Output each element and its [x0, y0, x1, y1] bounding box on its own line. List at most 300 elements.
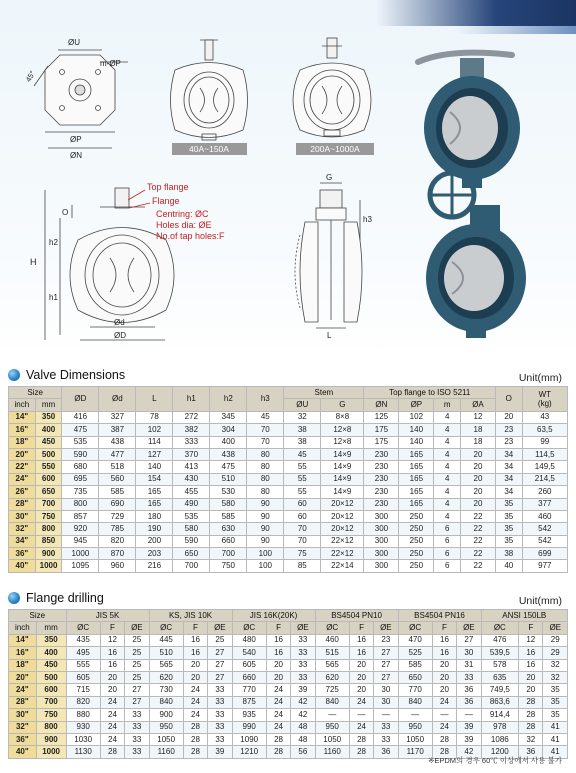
- table-cell: 24: [349, 696, 373, 708]
- table-cell: 27: [457, 634, 481, 646]
- table-cell: 165: [399, 473, 434, 485]
- table-cell: 20: [461, 486, 496, 498]
- table-cell: 1050: [398, 733, 432, 745]
- table-cell: 70: [247, 424, 284, 436]
- size-mm-cell: 900: [36, 733, 66, 745]
- table-cell: 39: [291, 684, 315, 696]
- table-cell: 230: [364, 461, 399, 473]
- table-cell: 33: [457, 671, 481, 683]
- table-cell: 40: [495, 560, 522, 572]
- table-cell: 960: [99, 560, 136, 572]
- callout-top-flange: Top flange: [147, 182, 189, 192]
- table-cell: 460: [315, 634, 349, 646]
- table-cell: 27: [125, 696, 149, 708]
- size-mm-cell: 900: [35, 548, 62, 560]
- size-mm-cell: 600: [36, 684, 66, 696]
- table-cell: 20: [183, 671, 207, 683]
- table-cell: 20: [183, 659, 207, 671]
- fd-header-row-2: [9, 622, 568, 634]
- table-cell: 214,5: [522, 473, 567, 485]
- table-cell: 24: [432, 721, 456, 733]
- table-cell: 605: [66, 671, 100, 683]
- table-cell: 28: [519, 696, 543, 708]
- table-cell: 20: [349, 659, 373, 671]
- table-cell: 99: [522, 436, 567, 448]
- table-cell: 28: [266, 746, 290, 758]
- table-cell: 250: [399, 535, 434, 547]
- table-cell: 250: [399, 523, 434, 535]
- table-cell: 140: [399, 424, 434, 436]
- table-cell: 27: [374, 659, 398, 671]
- angle-label: 45°: [23, 69, 38, 84]
- table-cell: 1200: [481, 746, 519, 758]
- table-cell: 28: [432, 746, 456, 758]
- flange-drilling-row: [9, 659, 568, 671]
- table-cell: 60: [284, 510, 321, 522]
- table-cell: 85: [284, 560, 321, 572]
- dim-h3-label: h3: [363, 215, 372, 224]
- table-cell: 4: [434, 411, 461, 423]
- table-cell: 20: [461, 448, 496, 460]
- flange-drilling-table: [8, 609, 568, 759]
- table-cell: 33: [374, 721, 398, 733]
- table-cell: 42: [291, 709, 315, 721]
- table-cell: 39: [457, 721, 481, 733]
- table-cell: 20: [432, 684, 456, 696]
- table-cell: 565: [149, 659, 183, 671]
- table-cell: 20: [349, 671, 373, 683]
- table-cell: 22: [461, 548, 496, 560]
- table-cell: 32: [543, 671, 568, 683]
- dim-h2-label: h2: [49, 238, 58, 247]
- valve-dimensions-body: [9, 411, 568, 572]
- table-cell: 24: [266, 696, 290, 708]
- table-cell: 55: [284, 473, 321, 485]
- table-cell: 230: [364, 473, 399, 485]
- valve-dimensions-title-text: Valve Dimensions: [26, 368, 126, 382]
- table-cell: 6: [434, 523, 461, 535]
- table-cell: 1170: [398, 746, 432, 758]
- table-cell: 27: [208, 671, 232, 683]
- size-mm-cell: 350: [35, 411, 62, 423]
- table-cell: 333: [173, 436, 210, 448]
- fd-h-size: Size: [9, 610, 67, 622]
- valve-dimension-row: [9, 548, 568, 560]
- table-cell: 555: [66, 659, 100, 671]
- table-cell: 28: [349, 733, 373, 745]
- table-cell: 1050: [149, 733, 183, 745]
- size-mm-cell: 500: [35, 448, 62, 460]
- size-mm-cell: 750: [35, 510, 62, 522]
- size-inch-cell: 28": [9, 696, 37, 708]
- table-cell: 24: [349, 721, 373, 733]
- fd-h-c-4: ØC: [398, 622, 432, 634]
- table-cell: 114,5: [522, 448, 567, 460]
- vd-header-row-1: [9, 387, 568, 399]
- table-cell: 300: [364, 523, 399, 535]
- table-cell: 950: [315, 721, 349, 733]
- dim-h-label: H: [30, 257, 37, 267]
- flange-drilling-title-text: Flange drilling: [26, 591, 104, 605]
- table-cell: 585: [398, 659, 432, 671]
- table-cell: 735: [62, 486, 99, 498]
- table-cell: 518: [99, 461, 136, 473]
- fd-h-e-1: ØE: [208, 622, 232, 634]
- table-cell: 977: [522, 560, 567, 572]
- table-cell: 250: [399, 548, 434, 560]
- table-cell: 863,6: [481, 696, 519, 708]
- table-cell: 20: [266, 671, 290, 683]
- table-cell: 12: [519, 634, 543, 646]
- valve-dimensions-table: [8, 386, 568, 573]
- table-cell: 16: [432, 647, 456, 659]
- size-mm-cell: 650: [35, 486, 62, 498]
- table-cell: 35: [495, 535, 522, 547]
- flange-drilling-row: [9, 733, 568, 745]
- table-cell: 560: [99, 473, 136, 485]
- table-cell: 1160: [149, 746, 183, 758]
- table-cell: 16: [519, 647, 543, 659]
- dim-u-label: ØU: [68, 38, 80, 47]
- table-cell: 100: [247, 560, 284, 572]
- size-mm-cell: 1000: [35, 560, 62, 572]
- table-cell: 300: [364, 548, 399, 560]
- table-cell: 27: [125, 684, 149, 696]
- table-cell: 475: [210, 461, 247, 473]
- table-cell: 580: [173, 523, 210, 535]
- table-cell: 190: [136, 523, 173, 535]
- table-cell: 510: [149, 647, 183, 659]
- size-mm-cell: 400: [36, 647, 66, 659]
- size-inch-cell: 36": [9, 548, 36, 560]
- table-cell: 80: [247, 448, 284, 460]
- table-cell: 35: [543, 709, 568, 721]
- valve-small-front: [171, 40, 248, 140]
- fd-h-e-0: ØE: [125, 622, 149, 634]
- table-cell: 203: [136, 548, 173, 560]
- table-cell: 70: [247, 436, 284, 448]
- table-cell: 55: [284, 461, 321, 473]
- table-cell: 870: [99, 548, 136, 560]
- table-cell: 28: [432, 733, 456, 745]
- vd-h-wt: WT (kg): [522, 387, 567, 412]
- table-cell: 535: [173, 510, 210, 522]
- table-cell: 438: [99, 436, 136, 448]
- fd-h-f-4: F: [432, 622, 456, 634]
- size-inch-cell: 16": [9, 647, 37, 659]
- fd-h-e-5: ØE: [543, 622, 568, 634]
- table-cell: 840: [149, 696, 183, 708]
- table-cell: 28: [349, 746, 373, 758]
- flange-drilling-row: [9, 721, 568, 733]
- table-cell: 35: [495, 510, 522, 522]
- table-cell: 715: [66, 684, 100, 696]
- size-inch-cell: 22": [9, 461, 36, 473]
- vd-h-N: ØN: [364, 399, 399, 411]
- table-cell: 16: [519, 659, 543, 671]
- table-cell: 650: [173, 548, 210, 560]
- table-cell: 725: [315, 684, 349, 696]
- table-cell: 38: [284, 436, 321, 448]
- size-inch-cell: 14": [9, 411, 36, 423]
- table-cell: —: [398, 709, 432, 721]
- table-cell: 20: [519, 684, 543, 696]
- valve-dimension-row: [9, 486, 568, 498]
- callout-taps: No.of tap holes:F: [156, 231, 225, 241]
- table-cell: 90: [247, 498, 284, 510]
- size-mm-cell: 1000: [36, 746, 66, 758]
- table-cell: 750: [210, 560, 247, 572]
- table-cell: 250: [399, 510, 434, 522]
- size-mm-cell: 450: [36, 659, 66, 671]
- table-cell: 950: [149, 721, 183, 733]
- table-cell: 20: [495, 411, 522, 423]
- table-cell: 31: [457, 659, 481, 671]
- table-cell: 24: [266, 684, 290, 696]
- table-cell: 660: [210, 535, 247, 547]
- table-cell: 38: [284, 424, 321, 436]
- table-cell: 4: [434, 510, 461, 522]
- table-cell: 39: [208, 746, 232, 758]
- table-cell: 180: [136, 510, 173, 522]
- table-cell: 6: [434, 535, 461, 547]
- table-cell: 749,5: [481, 684, 519, 696]
- table-cell: 16: [349, 634, 373, 646]
- table-cell: 23: [495, 424, 522, 436]
- label-small: 40A~150A: [189, 144, 229, 154]
- table-cell: 16: [183, 647, 207, 659]
- table-cell: 90: [247, 535, 284, 547]
- table-cell: 699: [522, 548, 567, 560]
- table-cell: 400: [210, 436, 247, 448]
- table-cell: 630: [210, 523, 247, 535]
- table-cell: 80: [247, 461, 284, 473]
- table-cell: 470: [398, 634, 432, 646]
- fd-h-ks: KS, JIS 10K: [149, 610, 232, 622]
- table-cell: 20: [349, 684, 373, 696]
- table-cell: 475: [62, 424, 99, 436]
- vd-h-P: ØP: [399, 399, 434, 411]
- size-mm-cell: 550: [35, 461, 62, 473]
- table-cell: 20: [461, 498, 496, 510]
- valve-large-front: [293, 38, 371, 137]
- table-cell: 840: [315, 696, 349, 708]
- table-cell: 216: [136, 560, 173, 572]
- table-cell: 345: [210, 411, 247, 423]
- table-cell: 515: [315, 647, 349, 659]
- table-cell: 175: [364, 424, 399, 436]
- dim-o-label: O: [62, 208, 69, 217]
- table-cell: 1160: [315, 746, 349, 758]
- table-cell: 4: [434, 486, 461, 498]
- table-cell: 260: [522, 486, 567, 498]
- table-cell: 12×8: [321, 436, 364, 448]
- table-cell: 413: [173, 461, 210, 473]
- table-cell: 33: [291, 671, 315, 683]
- flange-drilling-body: [9, 634, 568, 758]
- table-cell: 22: [461, 535, 496, 547]
- table-cell: 149,5: [522, 461, 567, 473]
- table-cell: 80: [247, 486, 284, 498]
- dim-h1-label: h1: [49, 293, 58, 302]
- table-cell: 28: [519, 709, 543, 721]
- table-cell: 1090: [232, 733, 266, 745]
- vd-h-G: G: [321, 399, 364, 411]
- vd-h-h2: h2: [210, 387, 247, 412]
- table-cell: 33: [125, 733, 149, 745]
- table-cell: 327: [99, 411, 136, 423]
- vd-h-mm: mm: [35, 399, 62, 411]
- table-cell: 455: [173, 486, 210, 498]
- table-cell: 36: [374, 746, 398, 758]
- table-cell: 45: [247, 411, 284, 423]
- table-cell: 30: [374, 684, 398, 696]
- flange-drilling-row: [9, 634, 568, 646]
- table-cell: —: [457, 709, 481, 721]
- size-mm-cell: 600: [35, 473, 62, 485]
- table-cell: 580: [210, 498, 247, 510]
- table-cell: 875: [232, 696, 266, 708]
- table-cell: 35: [543, 696, 568, 708]
- table-cell: 542: [522, 523, 567, 535]
- valve-section-drawing: [295, 183, 362, 328]
- size-mm-cell: 500: [36, 671, 66, 683]
- size-mm-cell: 350: [36, 634, 66, 646]
- table-cell: 377: [522, 498, 567, 510]
- table-cell: 16: [183, 634, 207, 646]
- table-cell: 39: [457, 733, 481, 745]
- table-cell: 695: [62, 473, 99, 485]
- size-mm-cell: 750: [36, 709, 66, 721]
- fd-h-e-4: ØE: [457, 622, 481, 634]
- table-cell: 14×9: [321, 461, 364, 473]
- size-inch-cell: 26": [9, 486, 36, 498]
- valve-lever-image: [418, 53, 520, 188]
- table-cell: 20: [519, 671, 543, 683]
- vd-h-U: ØU: [284, 399, 321, 411]
- table-cell: 75: [284, 548, 321, 560]
- table-cell: 230: [364, 448, 399, 460]
- table-cell: —: [349, 709, 373, 721]
- fd-h-c-5: ØC: [481, 622, 519, 634]
- flange-drilling-row: [9, 684, 568, 696]
- table-cell: 20: [432, 671, 456, 683]
- fd-h-pn16: BS4504 PN16: [398, 610, 481, 622]
- table-cell: 22: [461, 523, 496, 535]
- table-cell: 914,4: [481, 709, 519, 721]
- table-cell: 4: [434, 473, 461, 485]
- table-cell: 20: [100, 684, 124, 696]
- table-cell: 45: [284, 448, 321, 460]
- table-cell: 800: [62, 498, 99, 510]
- table-cell: 27: [208, 659, 232, 671]
- table-cell: 304: [210, 424, 247, 436]
- callout-holes: Holes dia: ØE: [156, 220, 212, 230]
- table-cell: 27: [374, 671, 398, 683]
- table-cell: 6: [434, 560, 461, 572]
- table-cell: 510: [210, 473, 247, 485]
- dim-g-label: G: [326, 173, 333, 182]
- fd-h-inch: inch: [9, 622, 37, 634]
- fd-h-ansi: ANSI 150LB: [481, 610, 567, 622]
- table-cell: 525: [398, 647, 432, 659]
- table-cell: 578: [481, 659, 519, 671]
- valve-dimensions-title: [8, 368, 125, 382]
- vd-h-flange: Top flange to ISO 5211: [364, 387, 495, 399]
- table-cell: 930: [66, 721, 100, 733]
- table-cell: 28: [100, 746, 124, 758]
- table-cell: 32: [519, 733, 543, 745]
- table-cell: 4: [434, 498, 461, 510]
- table-cell: 435: [66, 634, 100, 646]
- table-cell: 24: [100, 721, 124, 733]
- table-cell: 680: [62, 461, 99, 473]
- size-inch-cell: 24": [9, 684, 37, 696]
- flange-drilling-row: [9, 696, 568, 708]
- size-mm-cell: 400: [35, 424, 62, 436]
- table-cell: 370: [173, 448, 210, 460]
- fd-h-f-5: F: [519, 622, 543, 634]
- table-cell: 785: [99, 523, 136, 535]
- table-cell: 24: [266, 721, 290, 733]
- table-cell: 12: [100, 634, 124, 646]
- table-cell: 16: [432, 634, 456, 646]
- table-cell: 1086: [481, 733, 519, 745]
- table-cell: 48: [291, 733, 315, 745]
- table-cell: 480: [232, 634, 266, 646]
- vd-h-size: Size: [9, 387, 62, 399]
- vd-h-L: L: [136, 387, 173, 412]
- table-cell: 300: [364, 535, 399, 547]
- table-cell: 32: [284, 411, 321, 423]
- flange-drilling-row: [9, 709, 568, 721]
- table-cell: 585: [99, 486, 136, 498]
- table-cell: 24: [432, 696, 456, 708]
- fd-h-e-3: ØE: [374, 622, 398, 634]
- epdm-note: ※EPDM의 경우 60℃ 이상에서 사용 불가: [428, 756, 562, 765]
- callout-line-top-flange: [128, 190, 145, 200]
- size-inch-cell: 32": [9, 721, 37, 733]
- size-inch-cell: 30": [9, 510, 36, 522]
- table-cell: 18: [461, 424, 496, 436]
- table-cell: 620: [315, 671, 349, 683]
- table-cell: 80: [247, 473, 284, 485]
- table-cell: 22×12: [321, 548, 364, 560]
- table-cell: 585: [210, 510, 247, 522]
- table-cell: 28: [183, 733, 207, 745]
- size-mm-cell: 800: [36, 721, 66, 733]
- table-cell: 476: [481, 634, 519, 646]
- table-cell: 20: [100, 671, 124, 683]
- table-cell: 300: [364, 560, 399, 572]
- table-cell: 33: [208, 696, 232, 708]
- size-inch-cell: 36": [9, 733, 37, 745]
- table-cell: 857: [62, 510, 99, 522]
- table-cell: 20: [266, 659, 290, 671]
- table-cell: 700: [173, 560, 210, 572]
- table-cell: 460: [522, 510, 567, 522]
- table-cell: 445: [149, 634, 183, 646]
- table-cell: 438: [210, 448, 247, 460]
- table-cell: 34: [495, 461, 522, 473]
- table-cell: 16: [100, 647, 124, 659]
- table-cell: 4: [434, 424, 461, 436]
- table-cell: 33: [125, 721, 149, 733]
- table-cell: 820: [99, 535, 136, 547]
- table-cell: 540: [232, 647, 266, 659]
- table-cell: 25: [125, 659, 149, 671]
- size-inch-cell: 14": [9, 634, 37, 646]
